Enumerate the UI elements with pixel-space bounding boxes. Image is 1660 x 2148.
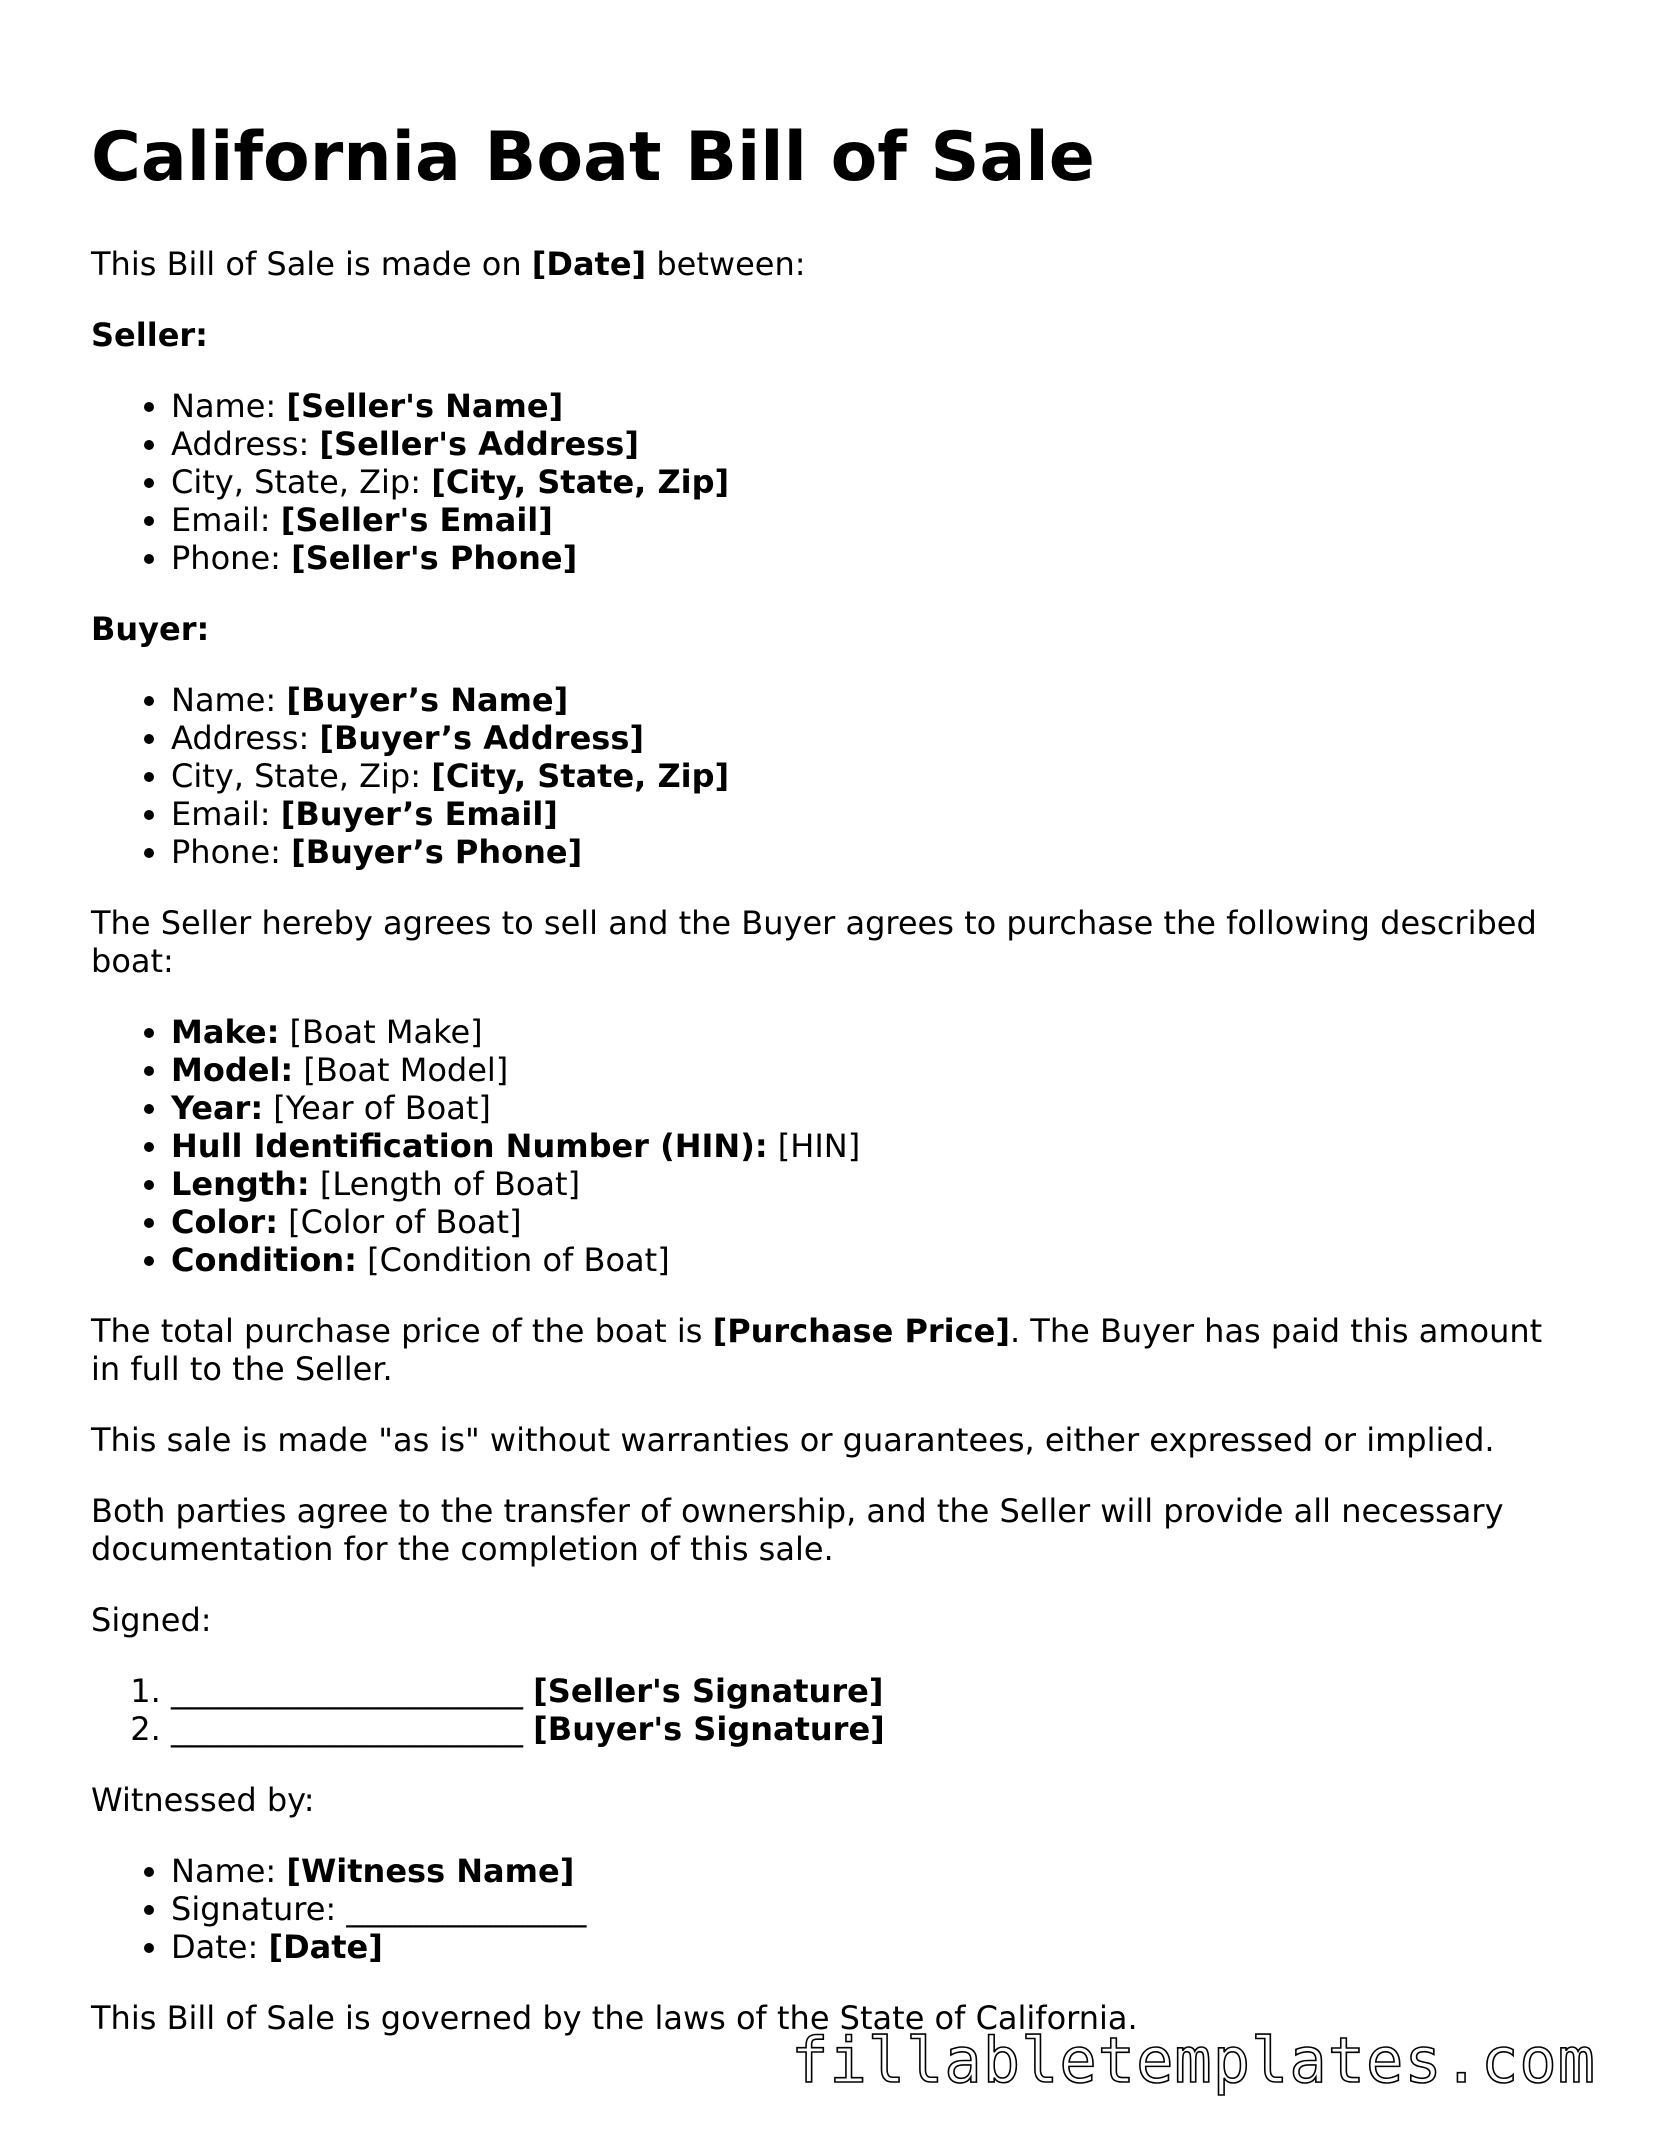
buyer-city-value: [City, State, Zip] [431, 757, 730, 795]
boat-condition-value: [Condition of Boat] [356, 1241, 670, 1279]
list-item [171, 463, 1571, 501]
witness-date-label: Date: [171, 1928, 269, 1966]
boat-details-list [91, 1013, 1571, 1279]
boat-model-value: [Boat Model] [293, 1051, 509, 1089]
list-item [171, 1203, 1571, 1241]
seller-phone-value: [Seller's Phone] [291, 539, 578, 577]
intro-date: [Date] [531, 245, 647, 283]
list-item [171, 719, 1571, 757]
intro-text-end: between: [646, 245, 806, 283]
buyer-city-label: City, State, Zip: [171, 757, 432, 795]
list-item [171, 1672, 1571, 1710]
list-item [171, 387, 1571, 425]
buyer-email-value: [Buyer’s Email] [280, 795, 558, 833]
witness-name-value: [Witness Name] [286, 1852, 575, 1890]
list-item [171, 1710, 1571, 1748]
buyer-phone-value: [Buyer’s Phone] [291, 833, 583, 871]
boat-color-value: [Color of Boat] [278, 1203, 522, 1241]
watermark: fillabletemplates.com [791, 2024, 1596, 2097]
boat-color-label: Color: [171, 1203, 278, 1241]
governing-law-paragraph: This Bill of Sale is governed by the laws of the State of California. [91, 1999, 1138, 2037]
list-item [171, 681, 1571, 719]
witness-list [91, 1852, 1571, 1966]
list-item [171, 425, 1571, 463]
transfer-paragraph: Both parties agree to the transfer of ownership, and the Seller will provide all necessary documentation for the completion of this sale. [91, 1492, 1504, 1568]
list-item [171, 1051, 1571, 1089]
seller-email-value: [Seller's Email] [280, 501, 553, 539]
list-item [171, 1165, 1571, 1203]
boat-length-label: Length: [171, 1165, 310, 1203]
list-item [171, 757, 1571, 795]
seller-name-label: Name: [171, 387, 287, 425]
price-text-end: . The Buyer has paid this amount in full to the Seller. [91, 1312, 1543, 1388]
seller-city-value: [City, State, Zip] [431, 463, 730, 501]
buyer-email-label: Email: [171, 795, 281, 833]
signed-label: Signed: [91, 1601, 212, 1639]
witness-signature-label: Signature: [171, 1890, 347, 1928]
witnessed-label: Witnessed by: [91, 1781, 315, 1819]
witness-name-label: Name: [171, 1852, 287, 1890]
seller-address-value: [Seller's Address] [319, 425, 639, 463]
boat-year-label: Year: [171, 1089, 264, 1127]
boat-length-value: [Length of Boat] [309, 1165, 581, 1203]
purchase-price: [Purchase Price] [712, 1312, 1010, 1350]
seller-city-label: City, State, Zip: [171, 463, 432, 501]
buyer-heading: Buyer: [91, 610, 210, 648]
buyer-signature-label: [Buyer's Signature] [533, 1710, 885, 1748]
page-title: California Boat Bill of Sale [91, 118, 1095, 197]
seller-address-label: Address: [171, 425, 320, 463]
list-item [171, 1127, 1571, 1165]
signature-list [91, 1672, 1571, 1748]
boat-hin-value: [HIN] [767, 1127, 861, 1165]
list-item [171, 1089, 1571, 1127]
list-item [171, 833, 1571, 871]
witness-date-value: [Date] [268, 1928, 383, 1966]
list-item [171, 1852, 1571, 1890]
seller-email-label: Email: [171, 501, 281, 539]
document [91, 118, 1571, 2070]
buyer-name-value: [Buyer’s Name] [286, 681, 569, 719]
list-item [171, 1241, 1571, 1279]
buyer-address-label: Address: [171, 719, 320, 757]
buyer-phone-label: Phone: [171, 833, 292, 871]
boat-make-value: [Boat Make] [279, 1013, 483, 1051]
buyer-signature-line: ______________________ [171, 1710, 534, 1748]
buyer-list [91, 681, 1571, 871]
witness-signature-line: _______________ [346, 1890, 587, 1928]
seller-list [91, 387, 1571, 577]
boat-hin-label: Hull Identification Number (HIN): [171, 1127, 768, 1165]
boat-year-value: [Year of Boat] [263, 1089, 491, 1127]
boat-condition-label: Condition: [171, 1241, 357, 1279]
buyer-name-label: Name: [171, 681, 287, 719]
price-paragraph [91, 1312, 1571, 1388]
seller-signature-line: ______________________ [171, 1672, 534, 1710]
as-is-paragraph: This sale is made "as is" without warranties or guarantees, either expressed or implied. [91, 1421, 1495, 1459]
list-item [171, 1013, 1571, 1051]
intro-paragraph [91, 245, 1571, 283]
list-item [171, 1890, 1571, 1928]
list-item [171, 1928, 1571, 1966]
seller-phone-label: Phone: [171, 539, 292, 577]
boat-make-label: Make: [171, 1013, 280, 1051]
price-text: The total purchase price of the boat is [91, 1312, 713, 1350]
seller-signature-label: [Seller's Signature] [533, 1672, 884, 1710]
list-item [171, 501, 1571, 539]
boat-model-label: Model: [171, 1051, 294, 1089]
list-item [171, 795, 1571, 833]
seller-heading: Seller: [91, 316, 208, 354]
intro-text: This Bill of Sale is made on [91, 245, 532, 283]
list-item [171, 539, 1571, 577]
seller-name-value: [Seller's Name] [286, 387, 564, 425]
buyer-address-value: [Buyer’s Address] [319, 719, 644, 757]
agreement-paragraph: The Seller hereby agrees to sell and the Buyer agrees to purchase the following described boat: [91, 904, 1537, 980]
